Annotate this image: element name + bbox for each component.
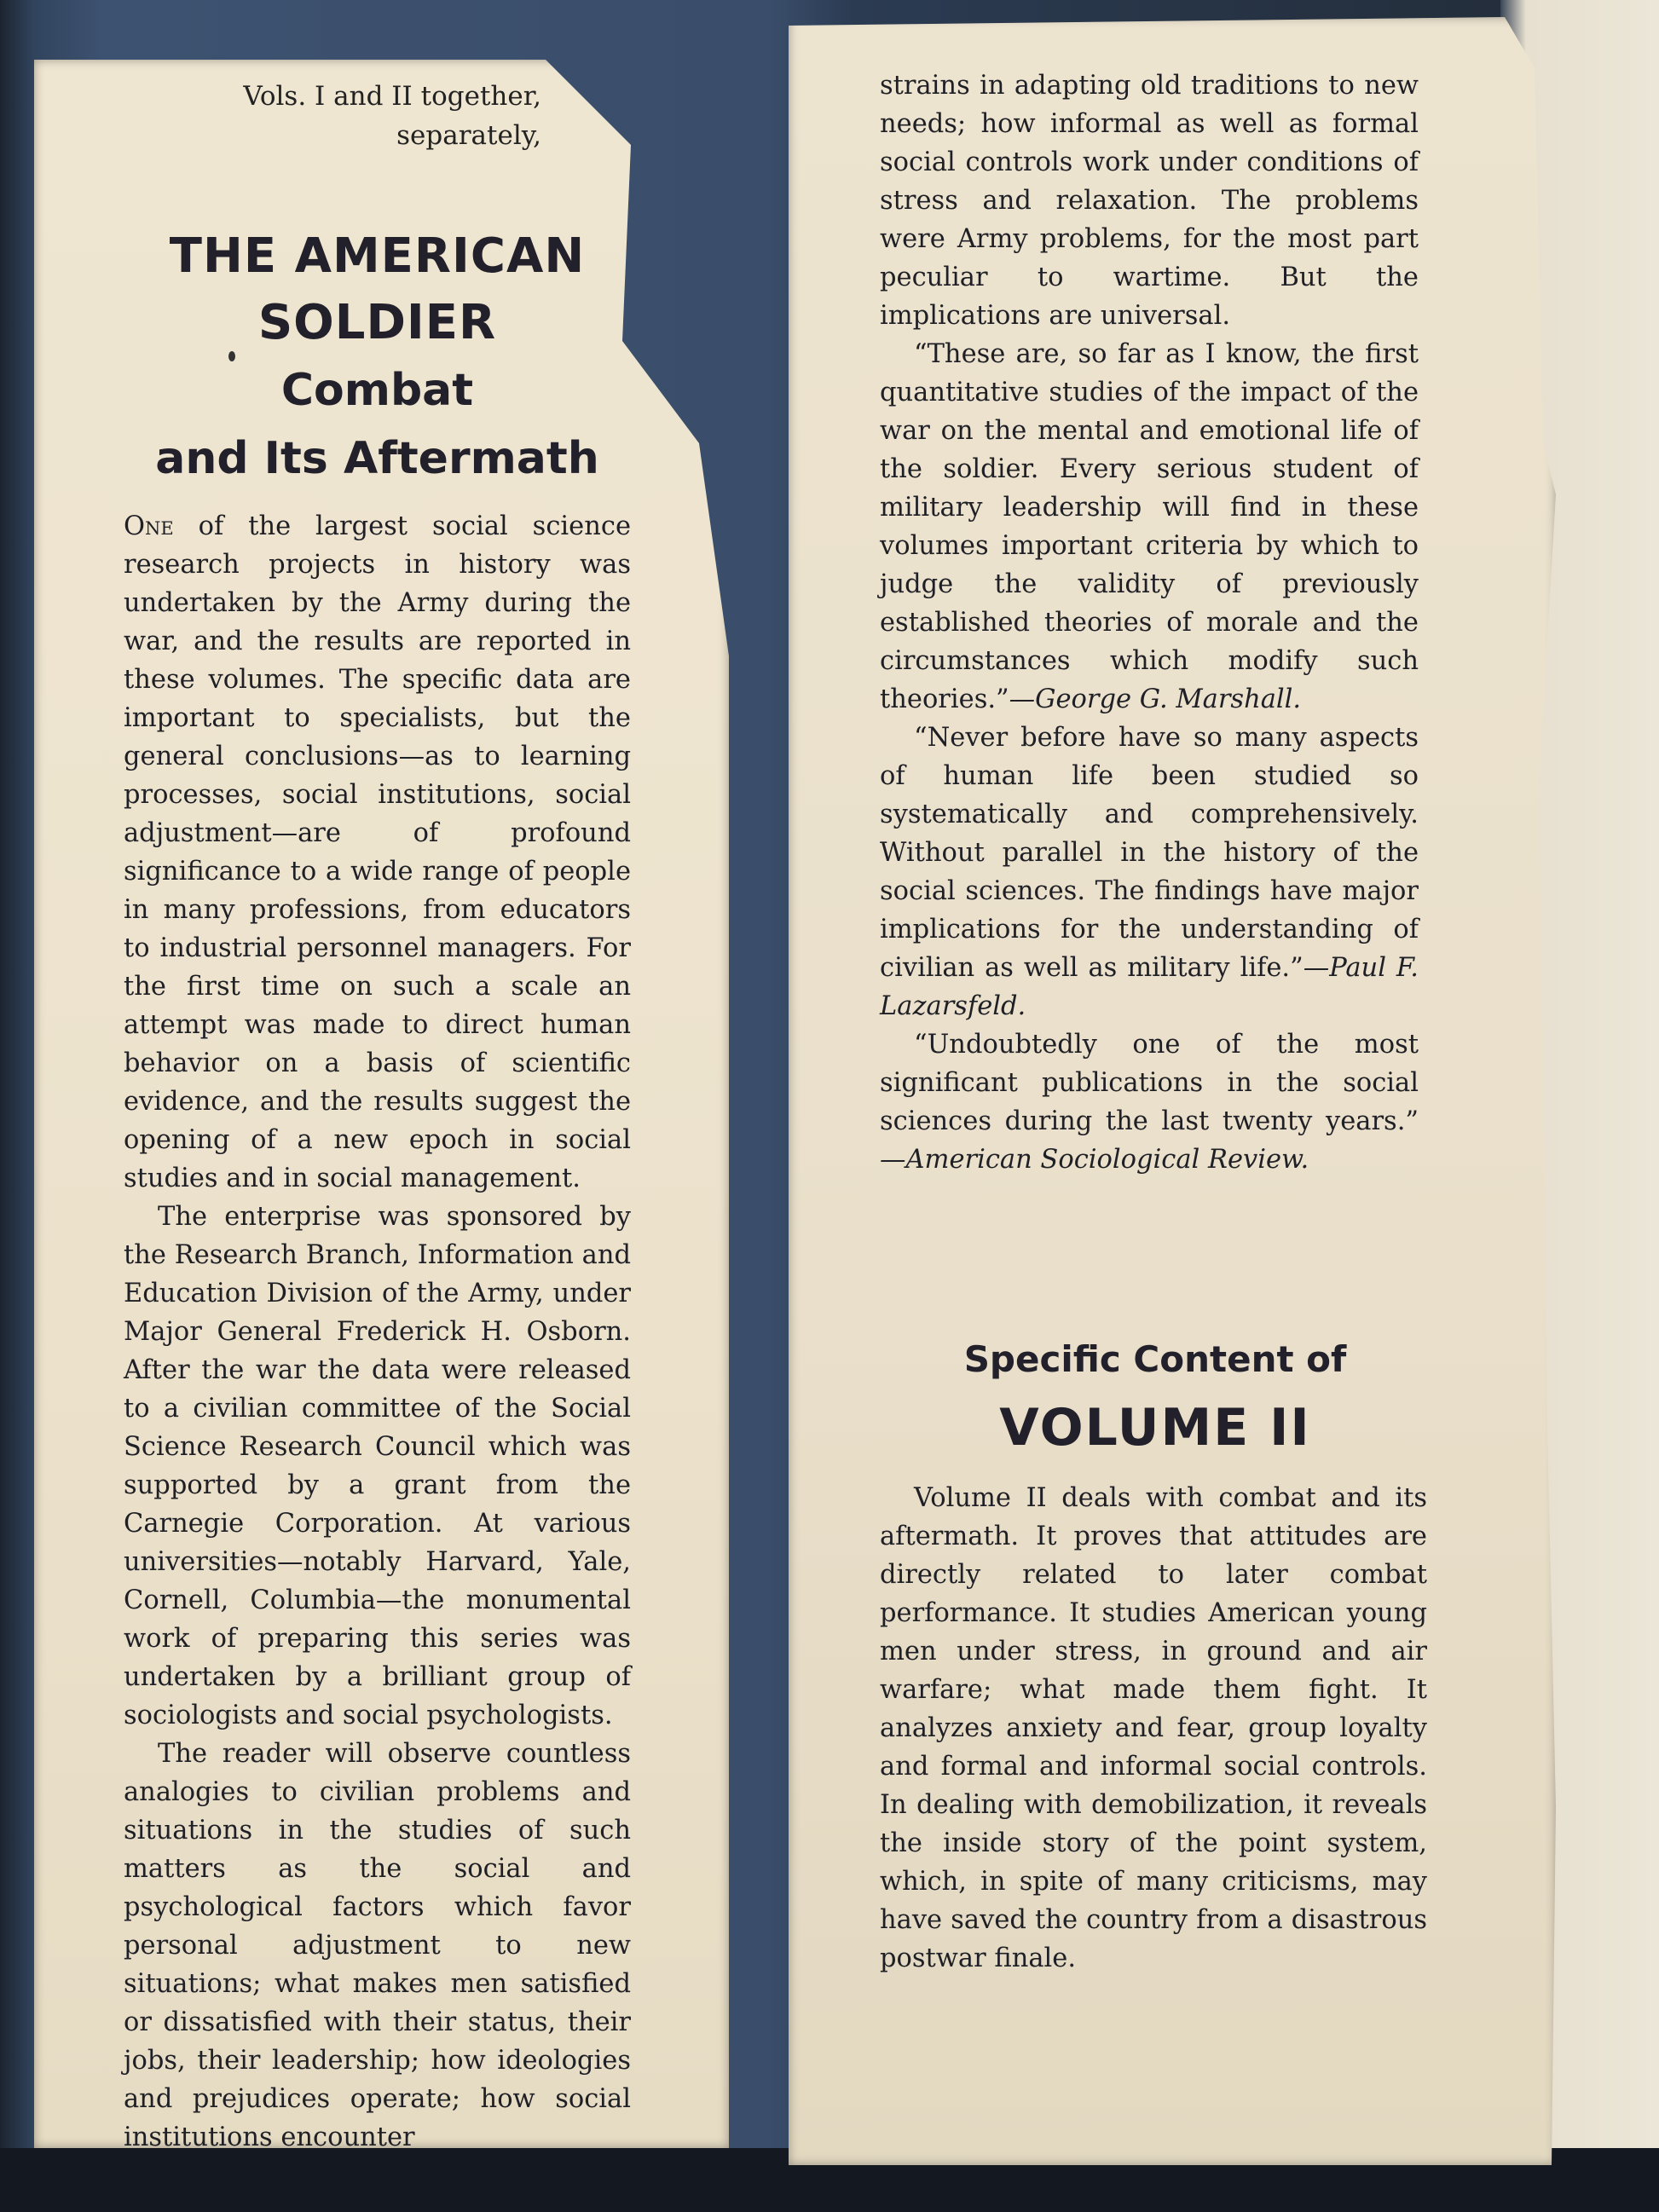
right-paragraph-1: strains in adapting old traditions to new needs; how informal as well as formal social controls work under conditions of stress and relaxation. The problems were Army problems, for the most part peculiar to wartime. But the implications are universal. xyxy=(880,71,1419,331)
volume-two-paragraph: Volume II deals with combat and its aftermath. It proves that attitudes are directly related to later combat performance. It studies American young men under stress, in ground and air warfare; what made them fight. It analyzes anxiety and fear, group loyalty and formal and informal social controls. In dealing with demobilization, it reveals the inside story of the point system, which, in spite of many criticisms, may have saved the country from a disastrous postwar finale. xyxy=(880,1483,1427,1973)
quote-lazarsfeld xyxy=(880,719,1419,1025)
right-flap-body xyxy=(880,66,1419,1179)
left-paragraph-2: The enterprise was sponsored by the Research Branch, Information and Education Division of the Army, under Major General Frederick H. Osborn. After the war the data were released to a civilian committee of the Social Science Research Council which was supported by a grant from the Carnegie Corporation. At various universities—notably Harvard, Yale, Cornell, Columbia—the monumental work of preparing this series was undertaken by a brilliant group of sociologists and social psychologists. xyxy=(124,1202,631,1730)
quote-marshall-text: “These are, so far as I know, the first quantitative studies of the impact of the war on the mental and emotional life of the soldier. Every serious student of military leadership will find in these volumes important criteria by which to judge the validity of previously established theories of morale and the circumstances which modify such theories.” xyxy=(880,339,1419,714)
left-paragraph-1 xyxy=(124,507,631,1198)
title-line-1: THE AMERICAN xyxy=(169,228,586,284)
title-line-3: Combat xyxy=(280,365,474,416)
left-paragraph-1-text: of the largest social science research projects in history was undertaken by the Army during the war, and the results are reported in these volumes. The specific data are important to specialists, but the general conclusions—as to learning processes, social institutions, social adjustment—are of profound significance to a wide range of people in many professions, from educators to industrial personnel managers. For the first time on such a scale an attempt was made to direct human behavior on a basis of scientific evidence, and the results suggest the opening of a new epoch in social studies and in social management. xyxy=(124,511,631,1193)
quote-lazarsfeld-author: —Paul F. Lazarsfeld. xyxy=(880,953,1419,1021)
title-line-2: SOLDIER xyxy=(257,295,497,350)
quote-marshall xyxy=(880,335,1419,719)
quote-review-author: —American Sociological Review. xyxy=(880,1145,1309,1175)
volume-two-description xyxy=(880,1479,1427,1978)
drop-lead-word: One xyxy=(124,511,174,541)
quote-marshall-author: —George G. Marshall. xyxy=(1009,684,1302,714)
ink-mark xyxy=(228,351,235,361)
quote-review-text: “Undoubtedly one of the most significant publications in the social sciences during the last twenty years.” xyxy=(880,1030,1419,1136)
price-note xyxy=(217,77,541,155)
left-paragraph-3: The reader will observe countless analogies to civilian problems and situations in the studies of such matters as the social and psychological factors which favor personal adjustment to new situations; what makes men satisfied or dissatisfied with their status, their jobs, their leadership; how ideologies and prejudices operate; how social institutions encounter xyxy=(124,1739,631,2152)
quote-review xyxy=(880,1025,1419,1179)
book-title xyxy=(128,223,627,493)
price-note-line-1: Vols. I and II together, xyxy=(243,81,541,112)
volume-heading-line-1: Specific Content of xyxy=(963,1338,1347,1380)
title-line-4: and Its Aftermath xyxy=(155,433,599,484)
volume-heading-line-2: VOLUME II xyxy=(999,1398,1311,1458)
quote-lazarsfeld-text: “Never before have so many aspects of human life been studied so systematically and comprehensively. Without parallel in the history of the social sciences. The findings have major implications for the understanding of civilian as well as military life.” xyxy=(880,723,1419,983)
left-flap-body xyxy=(124,507,631,2157)
volume-heading xyxy=(887,1330,1424,1466)
price-note-line-2: separately, xyxy=(396,120,541,151)
